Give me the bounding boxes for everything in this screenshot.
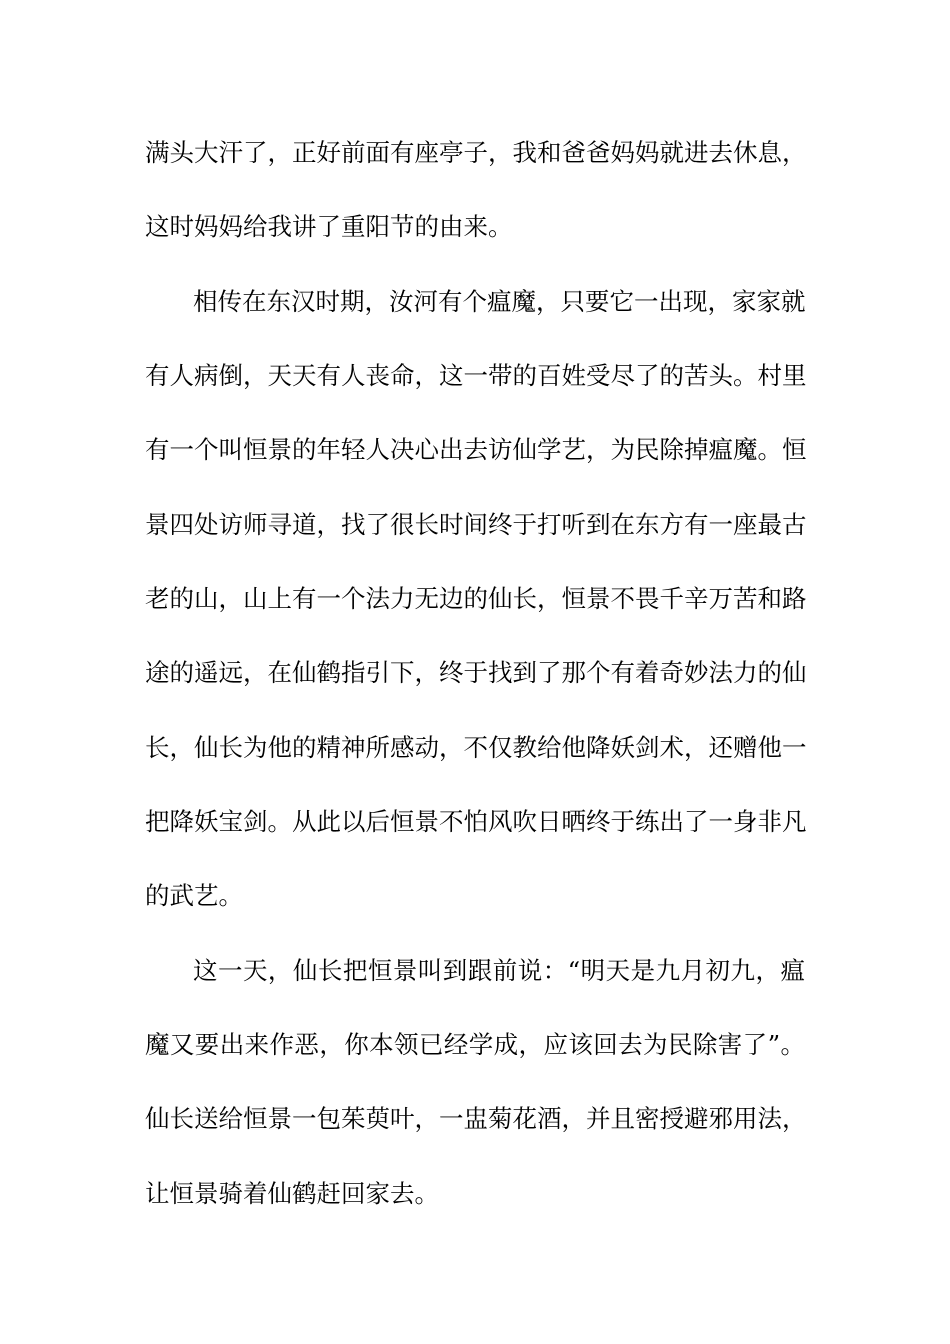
text-line: 把降妖宝剑。从此以后恒景不怕风吹日晒终于练出了一身非凡 [145, 807, 807, 836]
text-line: 长，仙长为他的精神所感动，不仅教给他降妖剑术，还赠他一 [145, 733, 807, 762]
text-line: 让恒景骑着仙鹤赶回家去。 [145, 1179, 439, 1208]
text-line: 满头大汗了，正好前面有座亭子，我和爸爸妈妈就进去休息， [145, 138, 807, 167]
text-line: 魔又要出来作恶，你本领已经学成，应该回去为民除害了”。 [145, 1030, 805, 1059]
text-line: 这时妈妈给我讲了重阳节的由来。 [145, 212, 513, 241]
text-line: 途的遥远，在仙鹤指引下，终于找到了那个有着奇妙法力的仙 [145, 658, 807, 687]
text-line: 有人病倒，天天有人丧命，这一带的百姓受尽了的苦头。村里 [145, 361, 807, 390]
text-line: 老的山，山上有一个法力无边的仙长，恒景不畏千辛万苦和路 [145, 584, 807, 613]
text-line: 相传在东汉时期，汝河有个瘟魔，只要它一出现，家家就 [193, 287, 806, 316]
text-line: 的武艺。 [145, 881, 243, 910]
text-line: 仙长送给恒景一包茱萸叶，一盅菊花酒，并且密授避邪用法， [145, 1104, 807, 1133]
text-line: 这一天，仙长把恒景叫到跟前说：“明天是九月初九，瘟 [193, 956, 805, 985]
text-line: 有一个叫恒景的年轻人决心出去访仙学艺，为民除掉瘟魔。恒 [145, 435, 807, 464]
text-line: 景四处访师寻道，找了很长时间终于打听到在东方有一座最古 [145, 510, 807, 539]
